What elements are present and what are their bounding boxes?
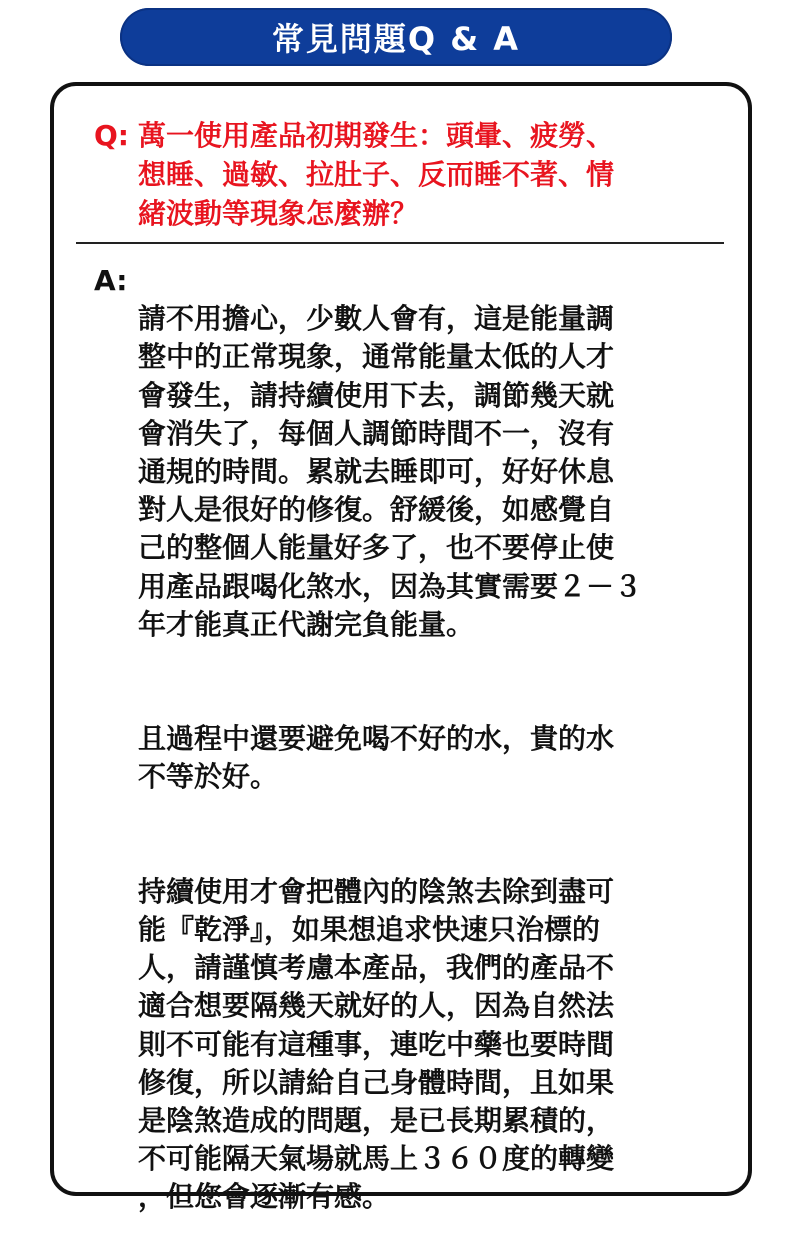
answer-body bbox=[138, 262, 730, 1255]
faq-card bbox=[50, 82, 752, 1214]
banner-title: 常見問題Q & A bbox=[271, 20, 521, 58]
answer-prefix: A: bbox=[94, 264, 128, 297]
question-block bbox=[94, 116, 724, 233]
answer-block bbox=[94, 262, 730, 1255]
question-text: 萬一使用產品初期發生：頭暈、疲勞、 想睡、過敏、拉肚子、反而睡不著、情 緒波動等現象怎麼辦？ bbox=[138, 119, 615, 230]
answer-paragraph-2: 且過程中還要避免喝不好的水，貴的水 不等於好。 bbox=[138, 722, 615, 794]
faq-banner bbox=[120, 8, 672, 66]
answer-paragraph-3: 持續使用才會把體內的陰煞去除到盡可 能『乾淨』，如果想追求快速只治標的 人，請謹慎考慮本產品，我們的產品不 適合想要隔幾天就好的人，因為自然法 則不可能有這種事，連吃中藥也要時間 修復，所以請給自己身體時間，且如果 是陰煞造成的問題，是已長期累積的， 不可能隔天氣場就馬上３６０度的轉變 ，但您會逐漸有感。 bbox=[138, 874, 615, 1214]
divider bbox=[76, 242, 724, 244]
answer-paragraph-1: 請不用擔心，少數人會有，這是能量調 整中的正常現象，通常能量太低的人才 會發生，請持續使用下去，調節幾天就 會消失了，每個人調節時間不一，沒有 通規的時間。累就去睡即可，好好休息 對人是很好的修復。舒緩後，如感覺自 己的整個人能量好多了，也不要停止使 用產品跟喝化煞水，因為其實需要２－３ 年才能真正代謝完負能量。 bbox=[138, 302, 643, 641]
question-prefix: Q: bbox=[94, 119, 129, 152]
